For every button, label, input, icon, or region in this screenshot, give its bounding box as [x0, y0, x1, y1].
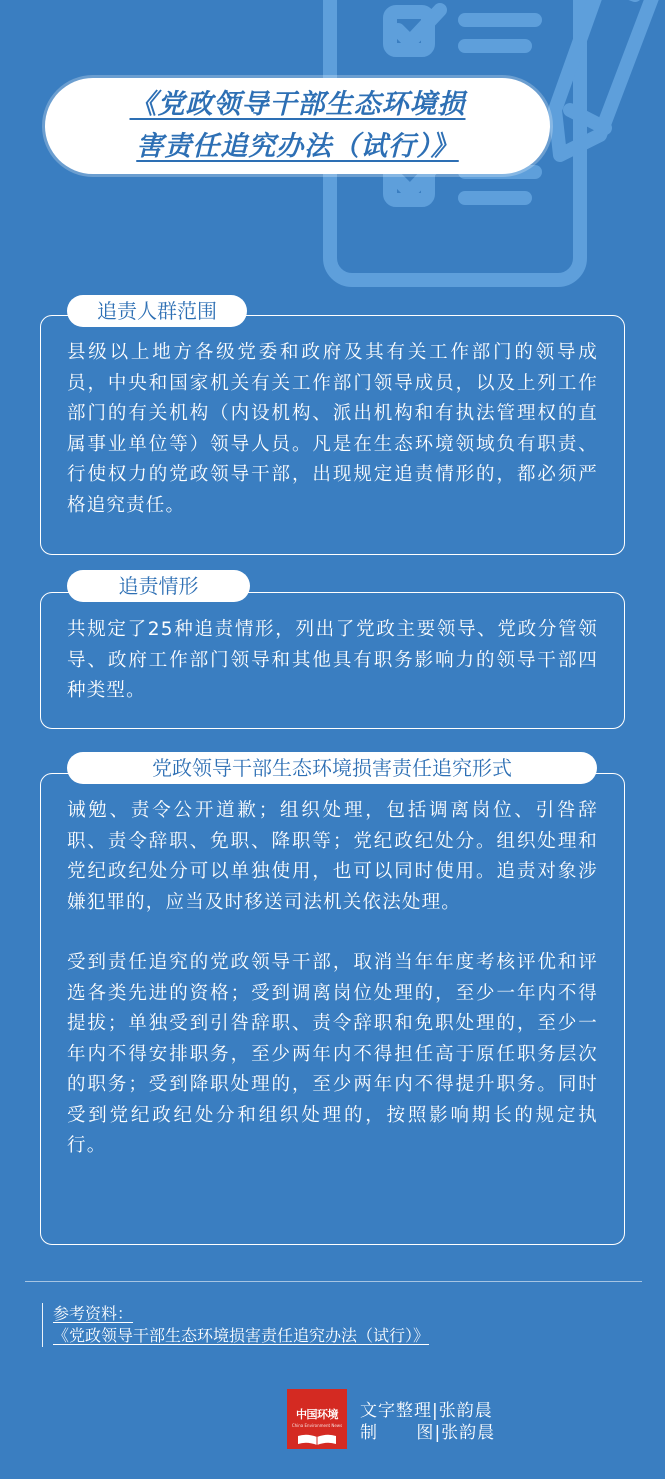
reference-link[interactable]: 《党政领导干部生态环境损害责任追究办法（试行）》: [53, 1326, 430, 1345]
credit-graphics: [360, 1422, 495, 1444]
credit-separator: |: [432, 1401, 439, 1421]
title-banner: [45, 78, 550, 174]
china-environment-logo: [287, 1389, 347, 1449]
credit-name: 张韵晨: [438, 1401, 493, 1421]
title-line-1: 《党政领导干部生态环境损: [129, 89, 466, 120]
credit-role: 文字整理: [360, 1401, 432, 1421]
credit-text: [360, 1400, 495, 1422]
book-icon: [297, 1433, 337, 1445]
section-text: 县级以上地方各级党委和政府及其有关工作部门的领导成员，中央和国家机关有关工作部门领导成员，以及上列工作部门的有关机构（内设机构、派出机构和有执法管理权的直属事业单位等）领导人员。凡是在生态环境领域负有职责、行使权力的党政领导干部，出现规定追责情形的，都必须严格追究责任。: [67, 342, 598, 516]
page-title: [75, 84, 520, 168]
logo-name: 中国环境: [296, 1408, 338, 1421]
logo-subtitle: China Environment News: [291, 1423, 343, 1428]
section-label-accountability-situations: 追责情形: [67, 570, 250, 602]
title-line-2: 害责任追究办法（试行）》: [136, 131, 459, 162]
section-text: 诫勉、责令公开道歉；组织处理，包括调离岗位、引咎辞职、责令辞职、免职、降职等；党纪政纪处分。组织处理和党纪政纪处分可以单独使用，也可以同时使用。追责对象涉嫌犯罪的，应当及时移送司法机关依法处理。: [67, 800, 598, 913]
credits: [360, 1400, 495, 1444]
credit-name: 张韵晨: [441, 1423, 496, 1443]
section-label-accountable-group: 追责人群范围: [67, 295, 247, 327]
section-label-accountability-forms: 党政领导干部生态环境损害责任追究形式: [67, 752, 597, 784]
reference-label: 参考资料：: [53, 1304, 134, 1323]
section-accountability-situations: [40, 592, 625, 729]
credit-separator: |: [434, 1423, 442, 1443]
credit-role: 制 图: [360, 1423, 435, 1443]
reference-block: [42, 1303, 429, 1347]
footer-divider: [25, 1281, 642, 1282]
section-text: 共规定了25种追责情形，列出了党政主要领导、党政分管领导、政府工作部门领导和其他具有职务影响力的领导干部四种类型。: [67, 619, 598, 701]
section-accountable-group: [40, 315, 625, 555]
section-text: 受到责任追究的党政领导干部，取消当年年度考核评优和评选各类先进的资格；受到调离岗位处理的，至少一年内不得提拔；单独受到引咎辞职、责令辞职和免职处理的，至少一年内不得安排职务，至少两年内不得担任高于原任职务层次的职务；受到降职处理的，至少两年内不得提升职务。同时受到党纪政纪处分和组织处理的，按照影响期长的规定执行。: [67, 952, 598, 1156]
section-accountability-forms: [40, 773, 625, 1245]
